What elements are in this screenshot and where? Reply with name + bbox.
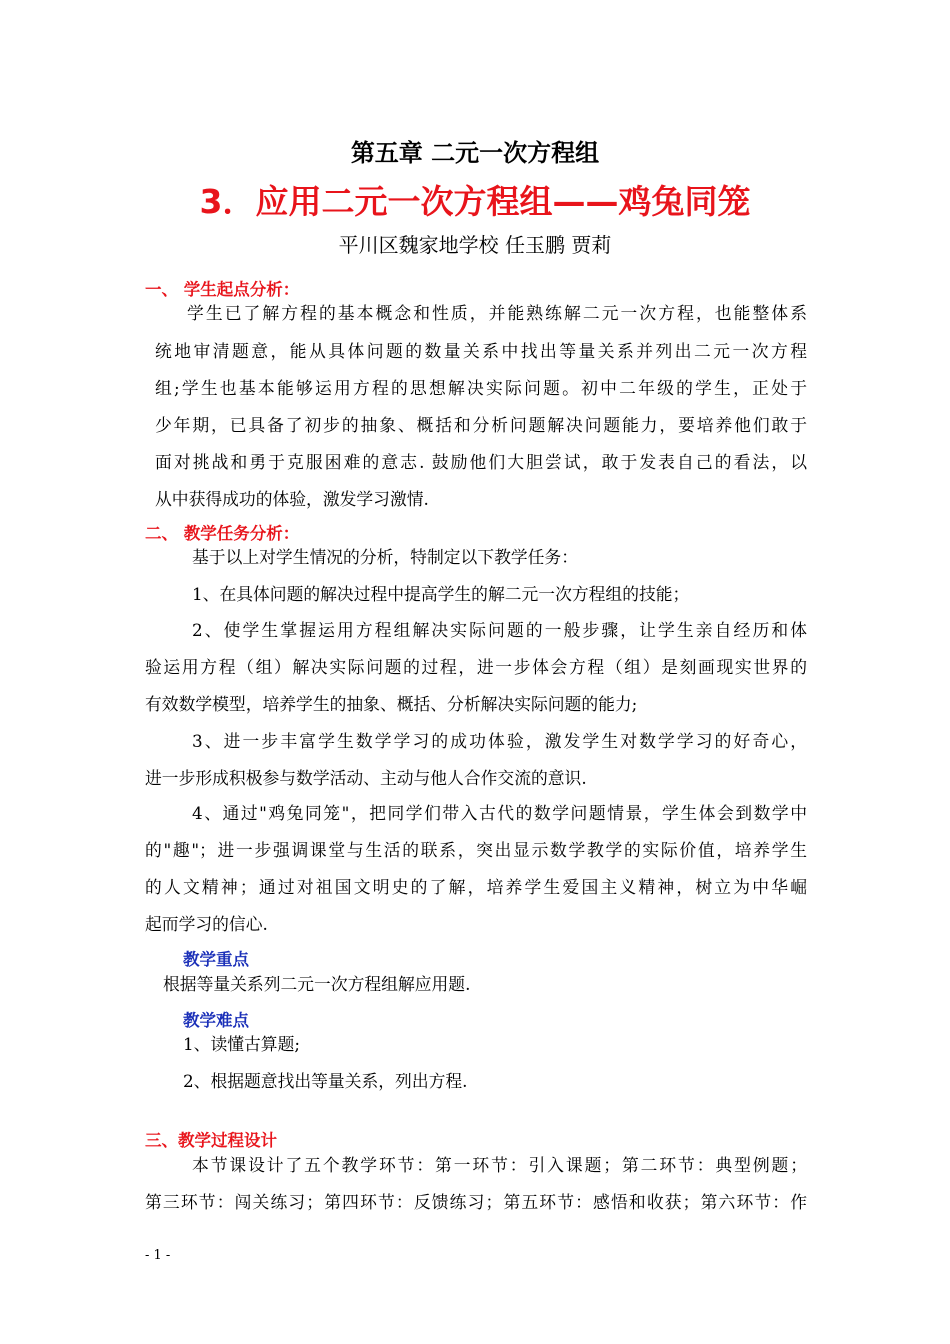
- section1-line: 学生已了解方程的基本概念和性质，并能熟练解二元一次方程，也能整体系: [187, 303, 807, 323]
- section1-line: 从中获得成功的体验，激发学习激情.: [155, 489, 429, 509]
- difficulties-line: 1、读懂古算题;: [183, 1034, 301, 1054]
- section2-line: 1、在具体问题的解决过程中提高学生的解二元一次方程组的技能；: [192, 584, 690, 604]
- section1-line: 少年期，已具备了初步的抽象、概括和分析问题解决问题能力，要培养他们敢于: [155, 415, 807, 435]
- section2-line: 的人文精神；通过对祖国文明史的了解，培养学生爱国主义精神，树立为中华崛: [145, 877, 807, 897]
- lesson-title: 3．应用二元一次方程组——鸡兔同笼: [199, 182, 751, 221]
- section2-line: 起而学习的信心.: [145, 914, 268, 934]
- chapter-title: 第五章 二元一次方程组: [350, 139, 600, 167]
- section1-line: 面对挑战和勇于克服困难的意志. 鼓励他们大胆尝试，敢于发表自己的看法，以: [155, 452, 807, 472]
- section2-line: 的"趣"；进一步强调课堂与生活的联系，突出显示数学教学的实际价值，培养学生: [145, 840, 807, 860]
- section2-heading: 二、 教学任务分析：: [145, 524, 300, 543]
- authors: 平川区魏家地学校 任玉鹏 贾莉: [338, 233, 612, 257]
- page-number: - 1 -: [145, 1248, 171, 1263]
- section2-line: 验运用方程（组）解决实际问题的过程，进一步体会方程（组）是刻画现实世界的: [145, 657, 807, 677]
- section1-line: 组;学生也基本能够运用方程的思想解决实际问题。初中二年级的学生，正处于: [155, 378, 807, 398]
- section1-heading: 一、 学生起点分析：: [145, 280, 300, 299]
- section2-line: 4、通过"鸡兔同笼"，把同学们带入古代的数学问题情景，学生体会到数学中: [192, 803, 807, 823]
- section2-line: 2、使学生掌握运用方程组解决实际问题的一般步骤，让学生亲自经历和体: [192, 620, 807, 640]
- section2-line: 3、进一步丰富学生数学学习的成功体验，激发学生对数学学习的好奇心，: [192, 731, 807, 751]
- section3-line: 第三环节：闯关练习；第四环节：反馈练习；第五环节：感悟和收获；第六环节：作: [145, 1192, 807, 1212]
- section3-line: 本节课设计了五个教学环节：第一环节：引入课题；第二环节：典型例题；: [192, 1155, 807, 1175]
- key-points-heading: 教学重点: [183, 950, 249, 969]
- key-points-line: 根据等量关系列二元一次方程组解应用题.: [163, 974, 471, 994]
- difficulties-heading: 教学难点: [183, 1011, 249, 1030]
- section1-line: 统地审清题意，能从具体问题的数量关系中找出等量关系并列出二元一次方程: [155, 341, 807, 361]
- difficulties-line: 2、根据题意找出等量关系，列出方程.: [183, 1071, 468, 1091]
- section3-heading: 三、教学过程设计: [145, 1131, 277, 1150]
- section2-line: 进一步形成积极参与数学活动、主动与他人合作交流的意识.: [145, 768, 587, 788]
- section2-line: 有效数学模型，培养学生的抽象、概括、分析解决实际问题的能力;: [145, 694, 638, 714]
- section2-line: 基于以上对学生情况的分析，特制定以下教学任务：: [192, 547, 578, 567]
